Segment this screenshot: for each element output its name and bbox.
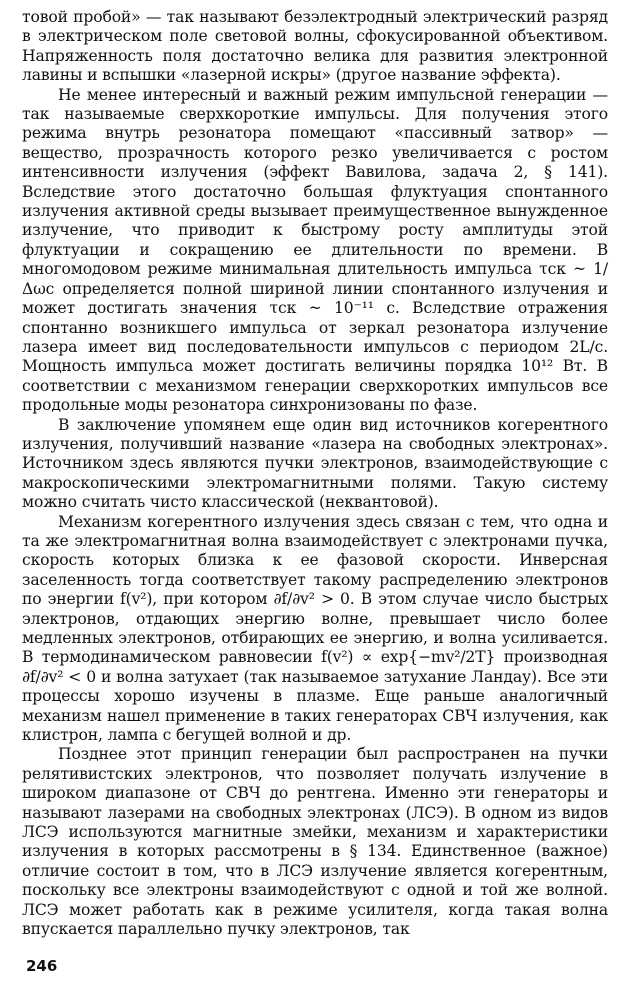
paragraph-1: товой пробой» — так называют безэлектродный электрический разряд в электрическом поле световой волны, сфокусированной объективом. Напряженность поля достаточно велика для развития электронной лавины и вспышки «лазерной искры» (другое название эффекта). [22, 8, 608, 85]
paragraph-4: Механизм когерентного излучения здесь связан с тем, что одна и та же электромагнитная волна взаимодействует с электронами пучка, скорость которых близка к ее фазовой скорости. Инверсная заселенность тогда соответствует такому распределению электронов по энергии f(v²), при котором ∂f/∂v² > 0. В этом случае число быстрых электронов, отдающих энергию волне, превышает число более медленных электронов, отбирающих ее энергию, и волна усиливается. В термодинамическом равновесии f(v²) ∝ exp{−mv²/2T} производная ∂f/∂v² < 0 и волна затухает (так называемое затухание Ландау). Все эти процессы хорошо изучены в плазме. Еще раньше аналогичный механизм нашел применение в таких генераторах СВЧ излучения, как клистрон, лампа с бегущей волной и др. [22, 512, 608, 745]
page-body [22, 8, 608, 940]
paragraph-3: В заключение упомянем еще один вид источников когерентного излучения, получивший название «лазера на свободных электронах». Источником здесь являются пучки электронов, взаимодействующие с макроскопическими электромагнитными полями. Такую систему можно считать чисто классической (неквантовой). [22, 415, 608, 512]
paragraph-2: Не менее интересный и важный режим импульсной генерации — так называемые сверхкороткие импульсы. Для получения этого режима внутрь резонатора помещают «пассивный затвор» — вещество, прозрачность которого резко увеличивается с ростом интенсивности излучения (эффект Вавилова, задача 2, § 141). Вследствие этого достаточно большая флуктуация спонтанного излучения активной среды вызывает преимущественное вынужденное излучение, что приводит к быстрому росту амплитуды этой флуктуации и сокращению ее длительности по времени. В многомодовом режиме минимальная длительность импульса τск ~ 1/Δωс определяется полной шириной линии спонтанного излучения и может достигать значения τск ~ 10⁻¹¹ с. Вследствие отражения спонтанно возникшего импульса от зеркал резонатора излучение лазера имеет вид последовательности импульсов с периодом 2L/c. Мощность импульса может достигать величины порядка 10¹² Вт. В соответствии с механизмом генерации сверхкоротких импульсов все продольные моды резонатора синхронизованы по фазе. [22, 85, 608, 415]
paragraph-5: Позднее этот принцип генерации был распространен на пучки релятивистских электронов, что позволяет получать излучение в широком диапазоне от СВЧ до рентгена. Именно эти генераторы и называют лазерами на свободных электронах (ЛСЭ). В одном из видов ЛСЭ используются магнитные змейки, механизм и характеристики излучения в которых рассмотрены в § 134. Единственное (важное) отличие состоит в том, что в ЛСЭ излучение является когерентным, поскольку все электроны взаимодействуют с одной и той же волной. ЛСЭ может работать как в режиме усилителя, когда такая волна впускается параллельно пучку электронов, так [22, 745, 608, 939]
page-number: 246 [26, 957, 58, 975]
